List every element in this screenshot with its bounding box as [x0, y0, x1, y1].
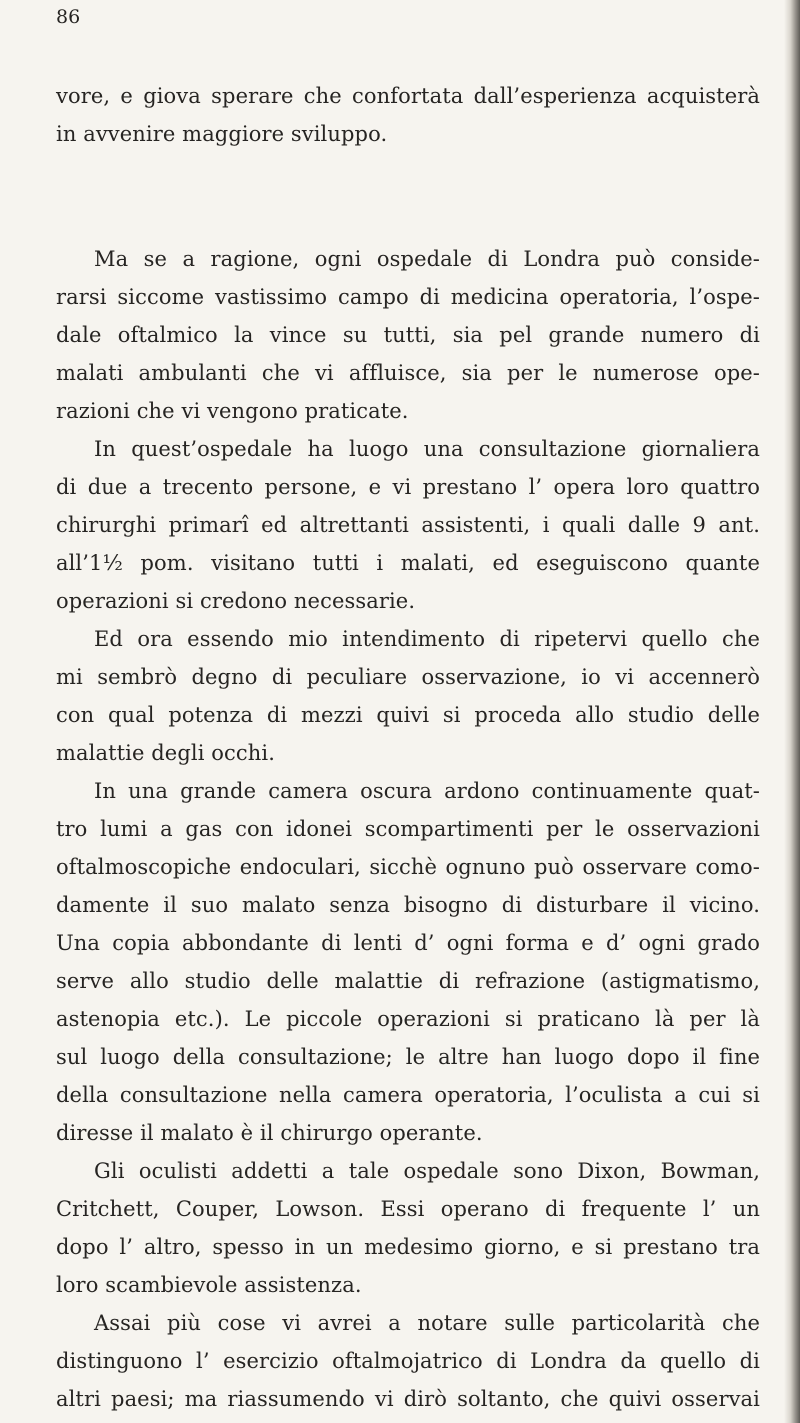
text-line: In una grande camera oscura ardono continuamente quat-	[94, 779, 760, 803]
intro-paragraph	[56, 77, 760, 153]
text-line: Gli oculisti addetti a tale ospedale sono Dixon, Bowman,	[94, 1159, 760, 1183]
text-line: serve allo studio delle malattie di refrazione (astigmatismo,	[56, 969, 760, 993]
text-line: malattie degli occhi.	[56, 741, 275, 765]
text-line: chirurghi primarî ed altrettanti assistenti, i quali dalle 9 ant.	[56, 513, 760, 537]
text-line: tro lumi a gas con idonei scompartimenti per le osservazioni	[56, 817, 760, 841]
text-line: loro scambievole assistenza.	[56, 1273, 362, 1297]
text-line: Assai più cose vi avrei a notare sulle particolarità che	[94, 1311, 760, 1335]
paragraph	[56, 430, 760, 620]
text-line: oftalmoscopiche endoculari, sicchè ognuno può osservare como-	[56, 855, 760, 879]
text-line: dale oftalmico la vince su tutti, sia pel grande numero di	[56, 323, 760, 347]
text-line: sul luogo della consultazione; le altre han luogo dopo il fine	[56, 1045, 760, 1069]
text-line: Ed ora essendo mio intendimento di ripetervi quello che	[94, 627, 760, 651]
page-number: 86	[56, 6, 81, 28]
text-line: dopo l’ altro, spesso in un medesimo giorno, e si prestano tra	[56, 1235, 760, 1259]
text-line: altri paesi; ma riassumendo vi dirò soltanto, che quivi osservai	[56, 1387, 760, 1411]
text-line: Ma se a ragione, ogni ospedale di Londra può conside-	[94, 247, 760, 271]
text-line: diresse il malato è il chirurgo operante.	[56, 1121, 483, 1145]
text-line: in avvenire maggiore sviluppo.	[56, 122, 388, 146]
text-line: malati ambulanti che vi affluisce, sia per le numerose ope-	[56, 361, 760, 385]
text-line: astenopia etc.). Le piccole operazioni si praticano là per là	[56, 1007, 760, 1031]
page-edge-shadow	[784, 0, 800, 1423]
paragraph	[56, 1304, 760, 1418]
paragraph	[56, 240, 760, 430]
paragraph	[56, 620, 760, 772]
text-line: vore, e giova sperare che confortata dall’esperienza acquisterà	[56, 84, 760, 108]
paragraph	[56, 1152, 760, 1304]
text-line: In quest’ospedale ha luogo una consultazione giornaliera	[94, 437, 760, 461]
paragraph	[56, 772, 760, 1152]
text-line: della consultazione nella camera operatoria, l’oculista a cui si	[56, 1083, 760, 1107]
text-line: operazioni si credono necessarie.	[56, 589, 416, 613]
main-text	[56, 240, 760, 1418]
text-line: di due a trecento persone, e vi prestano l’ opera loro quattro	[56, 475, 760, 499]
text-line: damente il suo malato senza bisogno di disturbare il vicino.	[56, 893, 760, 917]
text-line: con qual potenza di mezzi quivi si proceda allo studio delle	[56, 703, 760, 727]
text-line: mi sembrò degno di peculiare osservazione, io vi accennerò	[56, 665, 760, 689]
text-line: Critchett, Couper, Lowson. Essi operano di frequente l’ un	[56, 1197, 760, 1221]
text-line: razioni che vi vengono praticate.	[56, 399, 409, 423]
text-line: distinguono l’ esercizio oftalmojatrico di Londra da quello di	[56, 1349, 760, 1373]
text-line: all’1½ pom. visitano tutti i malati, ed eseguiscono quante	[56, 551, 760, 575]
text-line: rarsi siccome vastissimo campo di medicina operatoria, l’ospe-	[56, 285, 760, 309]
text-line: Una copia abbondante di lenti d’ ogni forma e d’ ogni grado	[56, 931, 760, 955]
